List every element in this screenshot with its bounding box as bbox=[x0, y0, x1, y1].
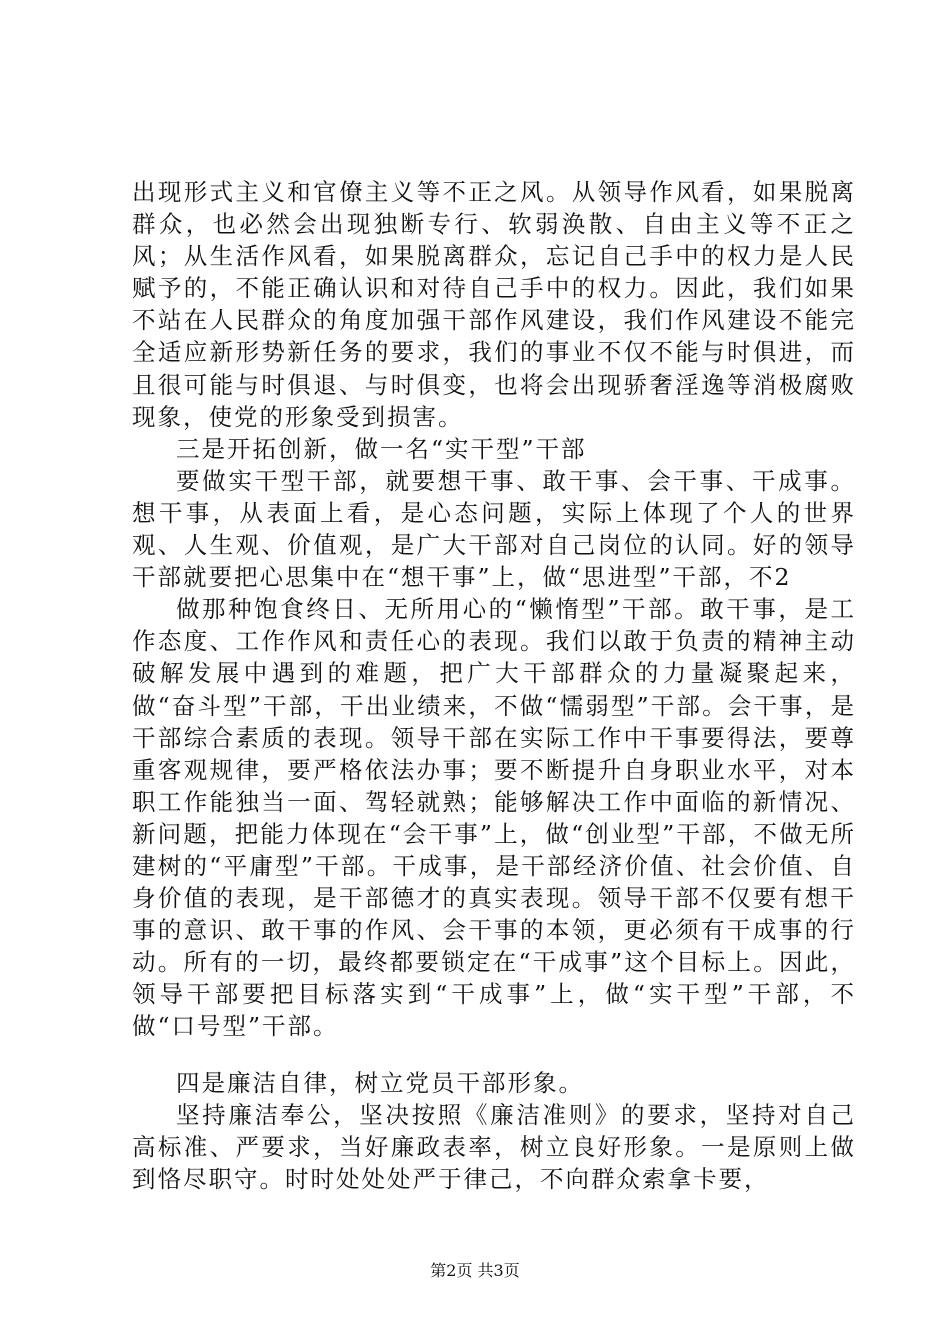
document-body bbox=[132, 176, 856, 1195]
paragraph-practical-cadre: 要做实干型干部，就要想干事、敢干事、会干事、干成事。想干事，从表面上看，是心态问题，实际上体现了个人的世界观、人生观、价值观，是广大干部对自己岗位的认同。好的领导干部就要把心思集中在“想干事”上，做“思进型”干部，不2 bbox=[132, 466, 856, 592]
paragraph-integrity: 坚持廉洁奉公，坚决按照《廉洁准则》的要求，坚持对自己高标准、严要求，当好廉政表率，树立良好形象。一是原则上做到恪尽职守。时时处处处严于律己，不向群众索拿卡要， bbox=[132, 1100, 856, 1193]
paragraph-continued: 出现形式主义和官僚主义等不正之风。从领导作风看，如果脱离群众，也必然会出现独断专行、软弱涣散、自由主义等不正之风；从生活作风看，如果脱离群众，忘记自己手中的权力是人民赋予的，不能正确认识和对待自己手中的权力。因此，我们如果不站在人民群众的角度加强干部作风建设，我们作风建设不能完全适应新形势新任务的要求，我们的事业不仅不能与时俱进，而且很可能与时俱退、与时俱变，也将会出现骄奢淫逸等消极腐败现象，使党的形象受到损害。 bbox=[132, 178, 856, 431]
section-heading-three: 三是开拓创新，做一名“实干型”干部 bbox=[176, 434, 587, 463]
paragraph-dare-to-act: 做那种饱食终日、无所用心的“懒惰型”干部。敢干事，是工作态度、工作作风和责任心的表现。我们以敢于负责的精神主动破解发展中遇到的难题，把广大干部群众的力量凝聚起来，做“奋斗型”干部，干出业绩来，不做“懦弱型”干部。会干事，是干部综合素质的表现。领导干部在实际工作中干事要得法，要尊重客观规律，要严格依法办事；要不断提升自身职业水平，对本职工作能独当一面、驾轻就熟；能够解决工作中面临的新情况、新问题，把能力体现在“会干事”上，做“创业型”干部，不做无所建树的“平庸型”干部。干成事，是干部经济价值、社会价值、自身价值的表现，是干部德才的真实表现。领导干部不仅要有想干事的意识、敢干事的作风、会干事的本领，更必须有干成事的行动。所有的一切，最终都要锁定在“干成事”这个目标上。因此，领导干部要把目标落实到“干成事”上，做“实干型”干部，不做“口号型”干部。 bbox=[132, 595, 856, 1041]
section-heading-four: 四是廉洁自律，树立党员干部形象。 bbox=[176, 1068, 584, 1097]
page-number-footer: 第2页 共3页 bbox=[430, 1261, 520, 1280]
